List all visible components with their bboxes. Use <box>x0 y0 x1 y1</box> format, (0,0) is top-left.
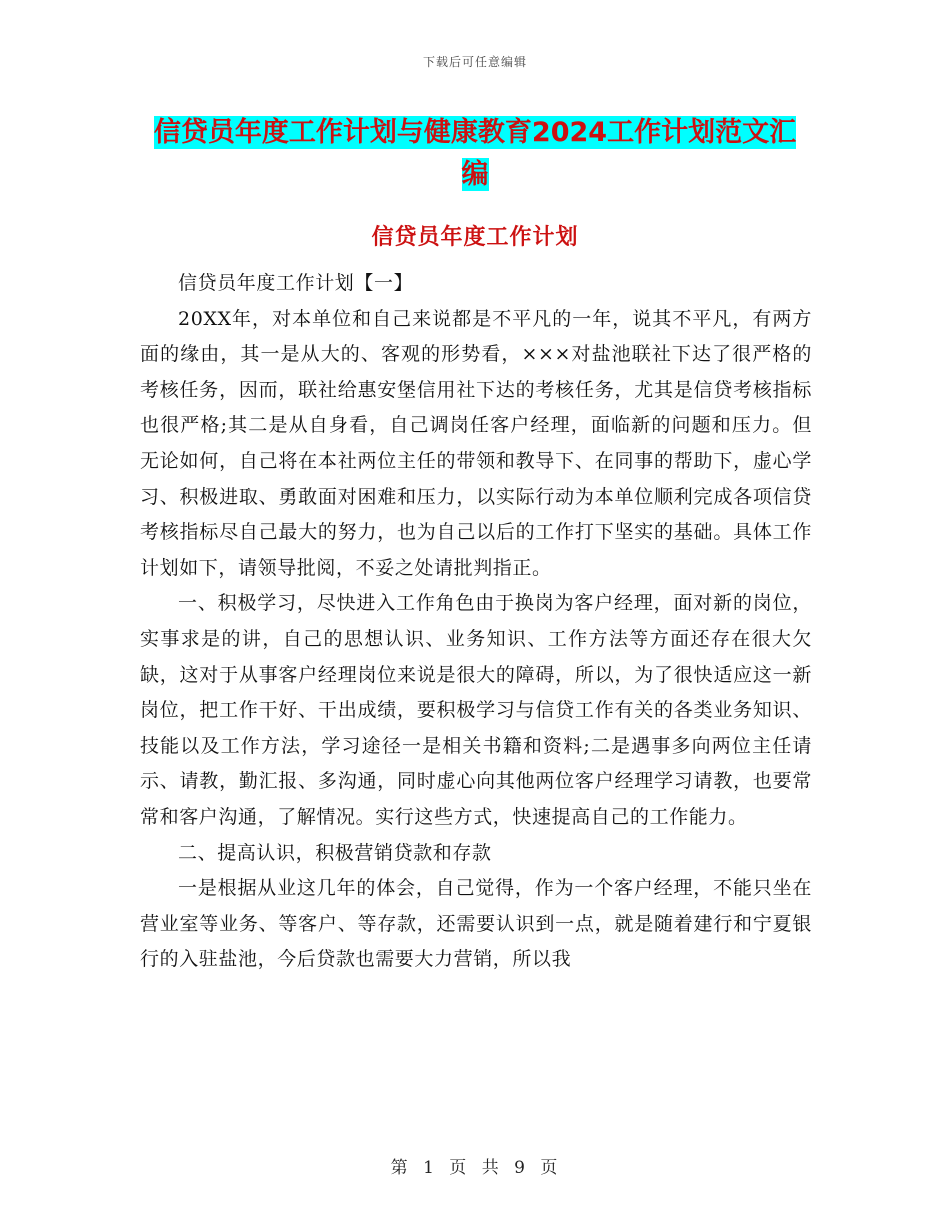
document-title-line2: 编 <box>461 159 489 190</box>
paragraph: 二、提高认识，积极营销贷款和存款 <box>178 841 492 864</box>
document-title <box>140 112 810 196</box>
paragraph: 一是根据从业这几年的体会，自己觉得，作为一个客户经理，不能只坐在营业室等业务、等客户、等存款，还需要认识到一点，就是随着建行和宁夏银行的入驻盐池，今后贷款也需要大力营销，所以我 <box>140 877 812 971</box>
paragraph: 一、积极学习，尽快进入工作角色由于换岗为客户经理，面对新的岗位，实事求是的讲，自己的思想认识、业务知识、工作方法等方面还存在很大欠缺，这对于从事客户经理岗位来说是很大的障碍，所以，为了很快适应这一新岗位，把工作干好、干出成绩，要积极学习与信贷工作有关的各类业务知识、技能以及工作方法，学习途径一是相关书籍和资料;二是遇事多向两位主任请示、请教，勤汇报、多沟通，同时虚心向其他两位客户经理学习请教，也要常常和客户沟通，了解情况。实行这些方式，快速提高自己的工作能力。 <box>140 592 812 828</box>
document-title-line1: 信贷员年度工作计划与健康教育2024工作计划范文汇 <box>153 117 797 148</box>
header-note: 下载后可任意编辑 <box>422 55 527 69</box>
body-text <box>140 266 812 978</box>
paragraph: 20XX年，对本单位和自己来说都是不平凡的一年，说其不平凡，有两方面的缘由，其一是从大的、客观的形势看，×××对盐池联社下达了很严格的考核任务，因而，联社给惠安堡信用社下达的考核任务，尤其是信贷考核指标也很严格;其二是从自身看，自己调岗任客户经理，面临新的问题和压力。但无论如何，自己将在本社两位主任的带领和教导下、在同事的帮助下，虚心学习、积极进取、勇敢面对困难和压力，以实际行动为本单位顺利完成各项信贷考核指标尽自己最大的努力，也为自己以后的工作打下坚实的基础。具体工作计划如下，请领导批阅，不妥之处请批判指正。 <box>140 307 812 579</box>
section-title: 信贷员年度工作计划 <box>371 225 579 250</box>
page-number-footer: 第 1 页 共 9 页 <box>390 1158 560 1178</box>
paragraph-heading: 信贷员年度工作计划【一】 <box>178 272 414 294</box>
